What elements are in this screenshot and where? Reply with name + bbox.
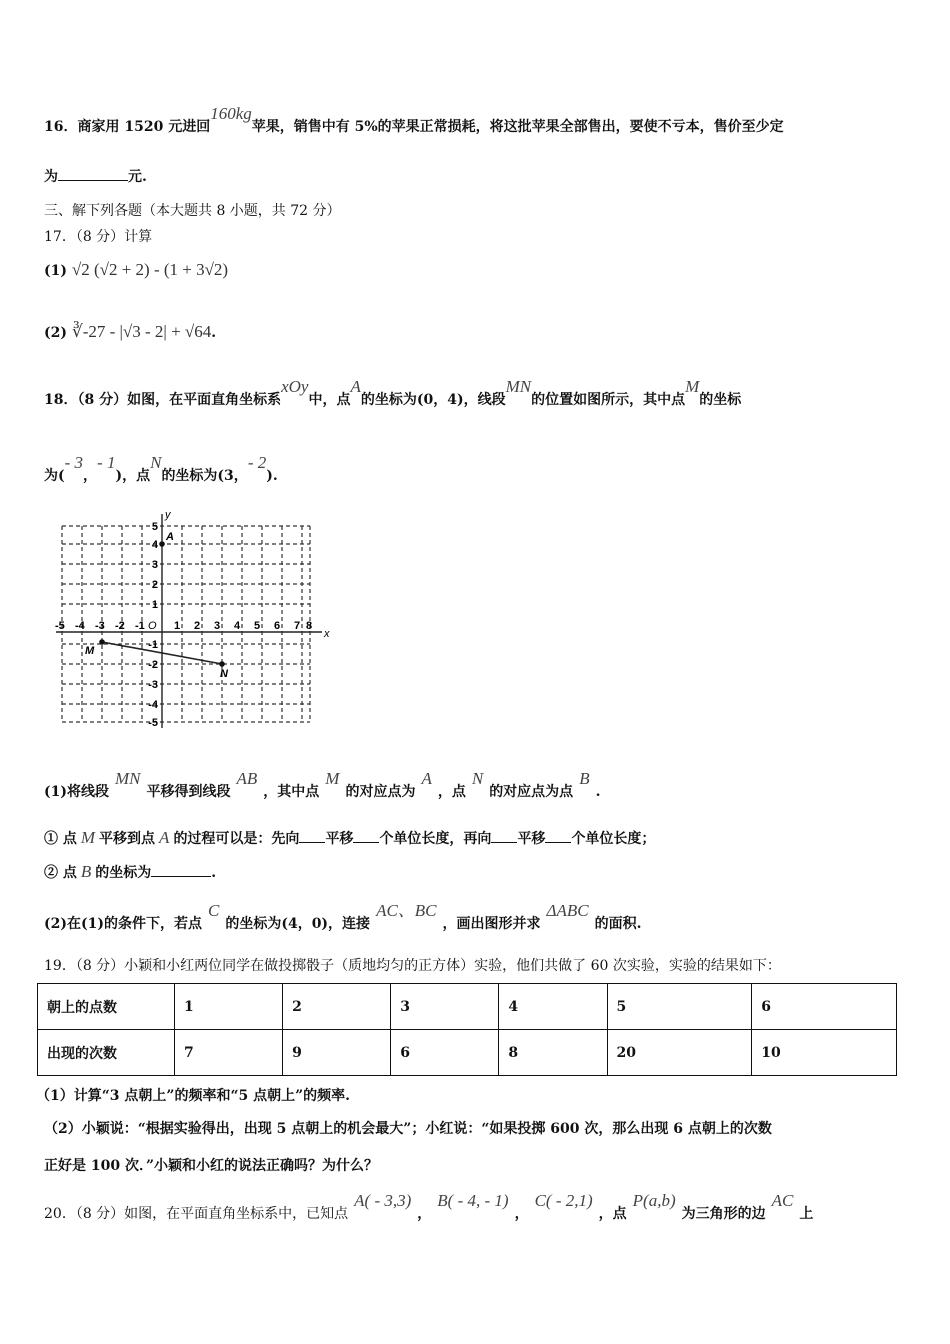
q18-c1-t6: 个单位长度，再向	[379, 831, 492, 847]
q18-line2	[44, 453, 278, 485]
y-tick: 4	[151, 539, 158, 551]
y-tick: -3	[148, 679, 158, 691]
q18-l2-m7: - 2	[247, 453, 267, 472]
q18-c1-t2: 平移到点	[99, 831, 156, 847]
q20-t6: ，点	[598, 1206, 627, 1222]
q18-l2-m1: - 3	[64, 453, 84, 472]
point-M-label: M	[85, 645, 95, 657]
table-cell: 2	[283, 984, 391, 1030]
q20-line1	[44, 1191, 814, 1223]
q18-part1	[44, 769, 601, 801]
direction-blank-1[interactable]	[299, 830, 325, 843]
q18-c2-t2: 的坐标为	[95, 865, 152, 881]
q18-l1-m5: MN	[505, 377, 532, 396]
q18-p2-t2: 的坐标为(4，0)，连接	[225, 916, 371, 932]
q18-c2-t0: ② 点	[44, 865, 77, 881]
point-M	[99, 639, 105, 645]
q20-t0: 20．（8 分）如图，在平面直角坐标系中，已知点	[44, 1206, 349, 1222]
origin-label: O	[148, 620, 157, 632]
q18-p1-m1: MN	[115, 769, 141, 788]
q18-p2-m5: ΔABC	[546, 901, 589, 920]
dice-results-table	[37, 983, 897, 1076]
table-cell: 7	[175, 1030, 283, 1076]
q18-c2-t3: .	[211, 865, 217, 881]
q17-part2-end: .	[211, 325, 217, 341]
y-tick: -5	[148, 717, 158, 729]
y-tick: 2	[151, 579, 158, 591]
q17-part1-expression: √2 (√2 + 2) - (1 + 3√2)	[71, 260, 229, 279]
q18-p1-t2: 平移得到线段	[146, 784, 231, 800]
q17-part1	[44, 260, 228, 280]
table-row	[38, 984, 897, 1030]
table-cell: 5	[607, 984, 752, 1030]
direction-blank-2[interactable]	[491, 830, 517, 843]
q17-part1-label: (1)	[44, 263, 67, 279]
q18-c1-t4: 的过程可以是：先向	[173, 831, 300, 847]
q17-part2-expression: ∛-27 - |√3 - 2| + √64	[71, 322, 212, 341]
q18-l1-t2: 中，点	[308, 392, 351, 408]
coordinate-blank[interactable]	[151, 864, 211, 877]
q20-t4: ，	[514, 1206, 529, 1222]
answer-blank[interactable]	[58, 168, 128, 181]
point-A	[159, 541, 165, 547]
q18-l2-m5: N	[150, 453, 162, 472]
x-tick: 4	[234, 620, 241, 632]
q18-p2-m3: AC、BC	[376, 901, 437, 920]
table-cell: 1	[175, 984, 283, 1030]
q19-sub2-line1: （2）小颖说：“根据实验得出，出现 5 点朝上的机会最大”；小红说：“如果投掷 600 次，那么出现 6 点朝上的次数	[44, 1121, 772, 1137]
q18-p1-t6: 的对应点为	[345, 784, 416, 800]
q18-part1-item1	[44, 828, 655, 848]
units-blank-2[interactable]	[545, 830, 571, 843]
q18-part1-item2	[44, 862, 216, 882]
q18-p1-t12: .	[595, 784, 601, 800]
q18-c1-m3: A	[159, 828, 170, 847]
table-cell: 3	[391, 984, 499, 1030]
x-tick: 3	[214, 620, 221, 632]
q18-l1-t0: 18．（8 分）如图，在平面直角坐标系	[44, 392, 282, 408]
q19-title: 19．（8 分）小颖和小红两位同学在做投掷骰子（质地均匀的正方体）实验，他们共做了 60 次实验，实验的结果如下：	[44, 958, 781, 974]
q18-p1-m9: N	[471, 769, 484, 788]
q20-m1: A( - 3,3)	[354, 1191, 412, 1210]
q19-sub1: （1）计算“3 点朝上”的频率和“5 点朝上”的频率.	[36, 1088, 351, 1104]
y-tick: 5	[151, 521, 158, 533]
x-tick: -5	[55, 620, 65, 632]
q20-t10: 上	[799, 1206, 814, 1222]
q18-l1-m7: M	[685, 377, 700, 396]
x-tick: 6	[274, 620, 281, 632]
q18-line1	[44, 377, 742, 409]
table-cell: 6	[752, 984, 897, 1030]
q16-line1	[44, 104, 784, 136]
q18-c1-t5: 平移	[325, 831, 354, 847]
y-tick: -1	[148, 639, 158, 651]
x-tick: 2	[194, 620, 201, 632]
table-cell: 4	[499, 984, 607, 1030]
q18-p1-m7: A	[421, 769, 432, 788]
q18-p2-t6: 的面积.	[594, 916, 642, 932]
table-cell: 10	[752, 1030, 897, 1076]
q16-line2-pre: 为	[44, 169, 58, 185]
table-cell: 出现的次数	[38, 1030, 175, 1076]
q16-line2-post: 元.	[128, 169, 147, 185]
table-cell: 9	[283, 1030, 391, 1076]
q18-l1-t4: 的坐标为(0，4)，线段	[360, 392, 506, 408]
y-tick: -2	[148, 659, 158, 671]
q16-line2	[44, 166, 147, 186]
x-tick-labels	[55, 620, 312, 632]
table-row	[38, 1030, 897, 1076]
q18-c1-t7: 平移	[517, 831, 546, 847]
x-tick: 8	[306, 620, 313, 632]
q16-math-mass: 160kg	[210, 104, 252, 123]
q18-p1-t4: ，其中点	[263, 784, 320, 800]
x-tick: -1	[135, 620, 145, 632]
q20-m7: P(a,b)	[632, 1191, 676, 1210]
q16-text-post: 苹果，销售中有 5%的苹果正常损耗，将这批苹果全部售出，要使不亏本，售价至少定	[251, 119, 784, 135]
q17-part2	[44, 322, 216, 342]
q20-t2: ，	[417, 1206, 432, 1222]
y-tick: -4	[148, 699, 158, 711]
q19-sub2-line2: 正好是 100 次．”小颖和小红的说法正确吗？为什么？	[44, 1158, 379, 1174]
q18-l1-m3: A	[350, 377, 361, 396]
y-tick: 1	[151, 599, 158, 611]
q20-t8: 为三角形的边	[681, 1206, 766, 1222]
table-cell: 8	[499, 1030, 607, 1076]
x-tick: -4	[75, 620, 85, 632]
q18-c1-t0: ① 点	[44, 831, 77, 847]
q18-p2-t4: ，画出图形并求	[442, 916, 541, 932]
q18-l1-t8: 的坐标	[699, 392, 742, 408]
q18-p2-m1: C	[207, 901, 220, 920]
x-tick: 7	[294, 620, 301, 632]
q20-m9: AC	[771, 1191, 794, 1210]
q18-c1-t8: 个单位长度；	[571, 831, 656, 847]
q18-c2-m1: B	[80, 862, 92, 881]
point-N	[219, 661, 225, 667]
point-N-label: N	[220, 668, 228, 680]
y-axis-label: y	[165, 509, 171, 521]
q18-p2-t0: (2)在(1)的条件下，若点	[44, 916, 202, 932]
q18-part2	[44, 901, 642, 933]
table-cell: 朝上的点数	[38, 984, 175, 1030]
q18-p1-m11: B	[579, 769, 590, 788]
y-tick: 3	[151, 559, 158, 571]
x-tick: 1	[174, 620, 181, 632]
table-cell: 20	[607, 1030, 752, 1076]
x-tick: 5	[254, 620, 261, 632]
q18-p1-m3: AB	[236, 769, 258, 788]
q18-l2-t2: ，	[83, 468, 98, 484]
coordinate-graph	[50, 508, 340, 730]
q18-l1-t6: 的位置如图所示，其中点	[531, 392, 686, 408]
q18-p1-t8: ，点	[437, 784, 466, 800]
q18-l2-t8: ).	[266, 468, 278, 484]
section-heading: 三、解下列各题（本大题共 8 小题，共 72 分）	[44, 203, 341, 219]
q17-title: 17．（8 分）计算	[44, 229, 153, 245]
q18-c1-m1: M	[80, 828, 96, 847]
x-axis-label: x	[324, 628, 330, 640]
q18-p1-t10: 的对应点为点	[489, 784, 574, 800]
q17-part2-label: (2)	[44, 325, 67, 341]
table-cell: 6	[391, 1030, 499, 1076]
q18-p1-t0: (1)将线段	[44, 784, 109, 800]
q18-l2-m3: - 1	[97, 453, 116, 472]
x-tick: -3	[95, 620, 105, 632]
point-A-label: A	[166, 531, 174, 543]
q16-text-pre: 16．商家用 1520 元进回	[44, 119, 211, 135]
q18-l2-t4: )，点	[115, 468, 151, 484]
x-tick: -2	[115, 620, 125, 632]
q20-m5: C( - 2,1)	[534, 1191, 593, 1210]
q18-l1-m1: xOy	[281, 377, 309, 396]
q20-m3: B( - 4, - 1)	[437, 1191, 509, 1210]
q18-l2-t0: 为(	[44, 468, 65, 484]
q18-l2-t6: 的坐标为(3，	[161, 468, 248, 484]
units-blank-1[interactable]	[353, 830, 379, 843]
q18-p1-m5: M	[325, 769, 340, 788]
